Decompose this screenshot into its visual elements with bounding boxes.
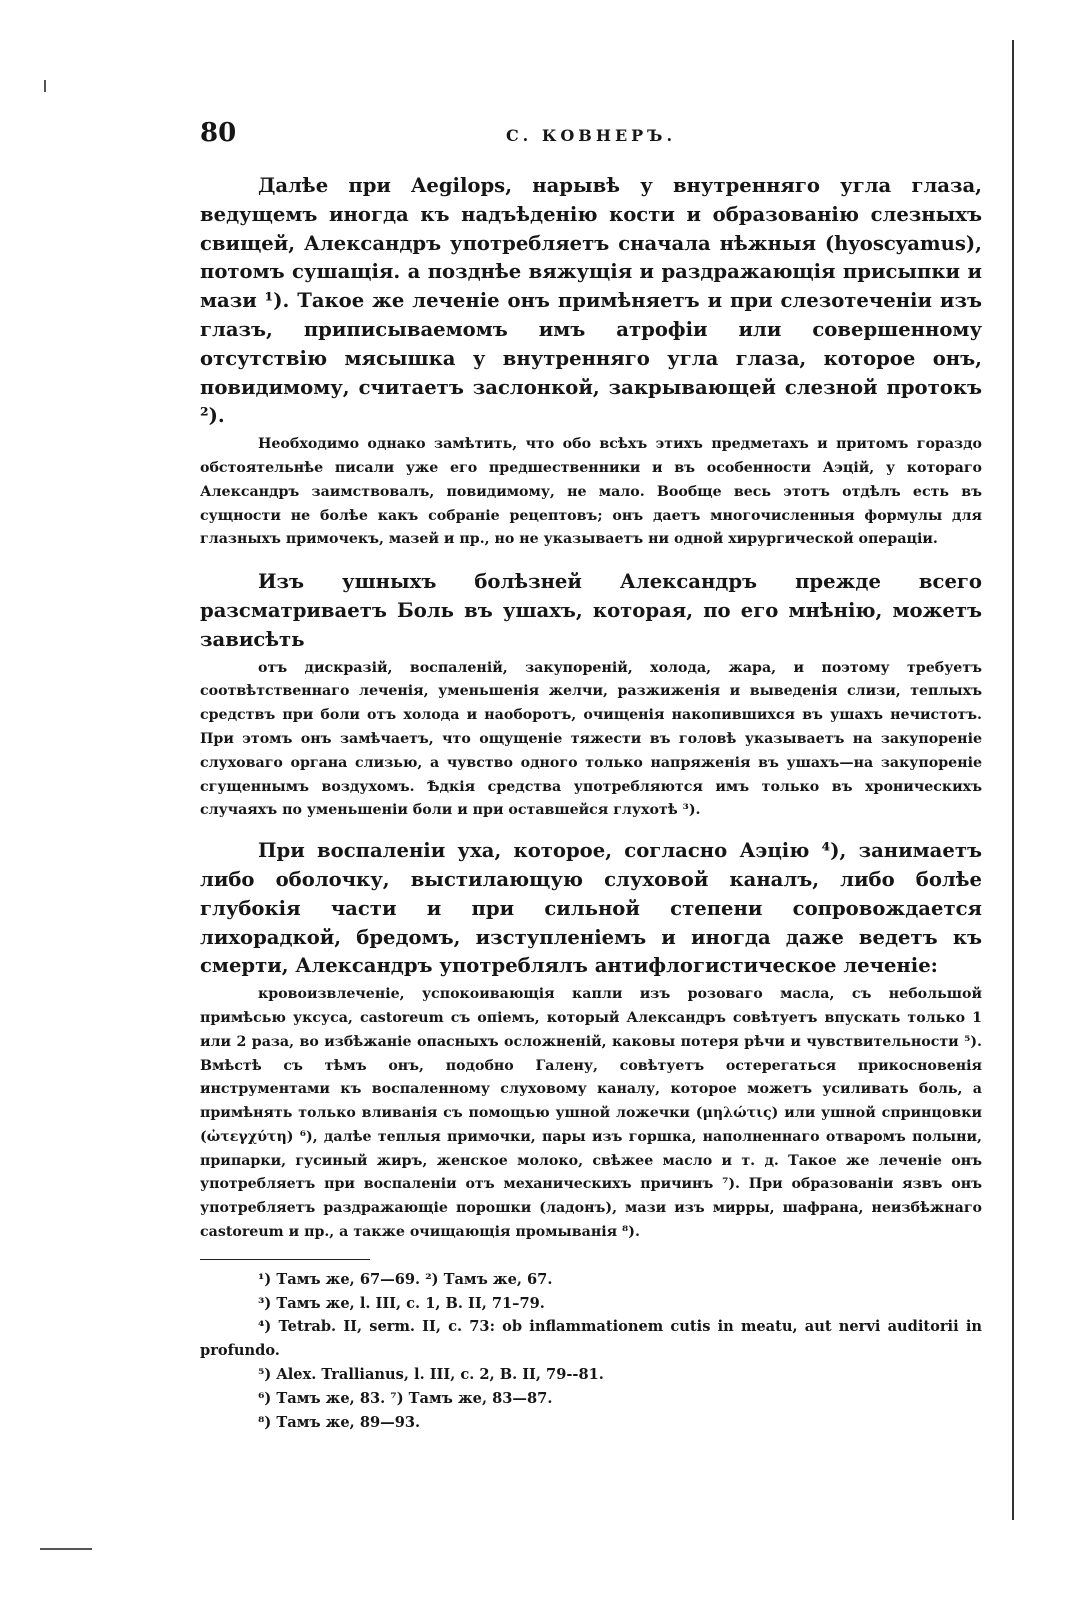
footnote-6-7: ⁶) Тамъ же, 83. ⁷) Тамъ же, 83—87.	[258, 1389, 553, 1407]
paragraph-aegilops: Далѣе при Aegilops, нарывѣ у внутренняго угла глаза, ведущемъ иногда къ надъѣденію кости и образованію слезныхъ свищей, Александръ употребляетъ сначала нѣжныя (hyoscyamus), потомъ сушащія. а позднѣе вяжущія и раздражающія присыпки и мази ¹). Такое же леченіе онъ примѣняетъ и при слезотеченіи изъ глазъ, приписываемомъ имъ атрофіи или совершенному отсутствію мясышка у внутренняго угла глаза, которое онъ, повидимому, считаетъ заслонкой, закрывающей слезной протокъ ²).	[200, 174, 982, 428]
paragraph-treatment: кровоизвлеченіе, успокоивающія капли изъ розоваго масла, съ небольшой примѣсью уксуса, castoreum съ опіемъ, который Александръ совѣтуетъ впускать только 1 или 2 раза, во избѣжаніе опасныхъ осложненій, каковы потеря рѣчи и чувствительности ⁵). Вмѣстѣ съ тѣмъ онъ, подобно Галену, совѣтуетъ остерегаться прикосновенія инструментами къ воспаленному слуховому каналу, которое можетъ усиливать боль, а примѣнять только вливанія съ помощью ушной ложечки (μηλώτις) или ушной спринцовки (ὠτεγχύτη) ⁶), далѣе теплыя примочки, пары изъ горшка, наполненнаго отваромъ полыни, припарки, гусиный жиръ, женское молоко, свѣжее масло и т. д. Такое же леченіе онъ употребляетъ при воспаленіи отъ механическихъ причинъ ⁷). При образованіи язвъ онъ употребляетъ раздражающіе порошки (ладонъ), мази изъ мирры, шафрана, неизбѣжнаго castoreum и пр., а также очищающія промыванія ⁸).	[200, 986, 982, 1241]
page-header	[200, 118, 982, 158]
footnote-separator	[200, 1259, 370, 1260]
footnote-5: ⁵) Alex. Trallianus, l. III, c. 2, B. II, 79--81.	[258, 1366, 604, 1384]
scan-mark	[40, 1548, 92, 1550]
paragraph-ear-pain: отъ дискразій, воспаленій, закупореній, холода, жара, и поэтому требуетъ соотвѣтственнаго леченія, уменьшенія желчи, разжиженія и выведенія слизи, теплыхъ средствъ при боли отъ холода и наоборотъ, очищенія накопившихся въ ушахъ нечистотъ. При этомъ онъ замѣчаетъ, что ощущеніе тяжести въ головѣ указываетъ на закупореніе слуховаго органа слизью, а чувство одного только напряженія въ ушахъ—на закупореніе сгущеннымъ воздухомъ. Ѣдкія средства употребляются имъ только въ хроническихъ случаяхъ по уменьшеніи боли и при оставшейся глухотѣ ³).	[200, 659, 982, 819]
page-content	[200, 118, 982, 1434]
footnote-4: ⁴) Tetrab. II, serm. II, c. 73: ob inflammationem cutis in meatu, aut nervi auditorii in profundo.	[200, 1318, 982, 1360]
paragraph-note-aetius: Необходимо однако замѣтить, что обо всѣхъ этихъ предметахъ и притомъ гораздо обстоятельнѣе писали уже его предшественники и въ особенности Аэцій, у котораго Александръ заимствовалъ, повидимому, не мало. Вообще весь этотъ отдѣлъ есть въ сущности не болѣе какъ собраніе рецептовъ; онъ даетъ многочисленныя формулы для глазныхъ примочекъ, мазей и пр., но не указываетъ ни одной хирургической операціи.	[200, 436, 982, 548]
scan-mark	[44, 80, 46, 92]
paragraph-ear-inflammation: При воспаленіи уха, которое, согласно Аэцію ⁴), занимаетъ либо оболочку, выстилающую слуховой каналъ, либо болѣе глубокія части и при сильной степени сопровождается лихорадкой, бредомъ, изступленіемъ и иногда даже ведетъ къ смерти, Александръ употреблялъ антифлогистическое леченіе:	[200, 839, 982, 978]
paragraph-ear-diseases: Изъ ушныхъ болѣзней Александръ прежде всего разсматриваетъ Боль въ ушахъ, которая, по его мнѣнію, можетъ зависѣть	[200, 570, 982, 651]
footnotes	[200, 1268, 982, 1435]
page-number: 80	[200, 118, 237, 148]
footnote-3: ³) Тамъ же, l. III, c. 1, B. II, 71–79.	[258, 1294, 545, 1312]
running-title: С. КОВНЕРЪ.	[505, 126, 677, 145]
footnote-8: ⁸) Тамъ же, 89—93.	[258, 1413, 421, 1431]
page-edge-rule	[1012, 40, 1014, 1520]
footnote-1-2: ¹) Тамъ же, 67—69. ²) Тамъ же, 67.	[258, 1270, 553, 1288]
